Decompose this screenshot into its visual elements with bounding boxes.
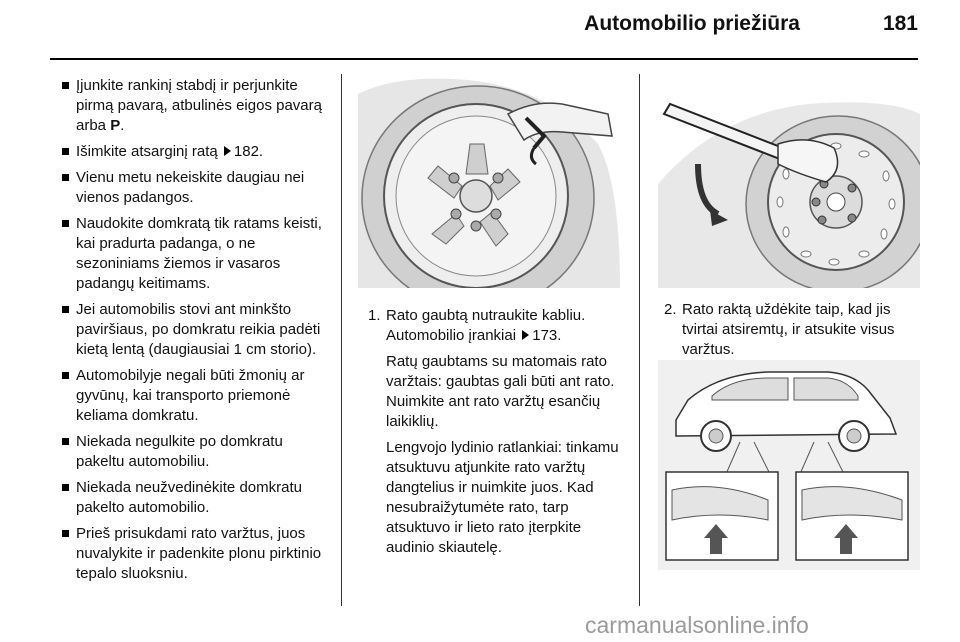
bullet-square-icon [62, 530, 69, 537]
bullet-item: Naudokite domkratą tik ratams keisti, kai pradurta padanga, o ne sezoniniams žiemos ir vasaros padangų keitimams. [62, 214, 332, 294]
bullet-item: Niekada neužvedinėkite domkratu pakelto automobilio. [62, 478, 332, 518]
bullet-item: Prieš prisukdami rato varžtus, juos nuvalykite ir padenkite plonu pirktinio tepalo sluoksniu. [62, 524, 332, 584]
bullet-square-icon [62, 220, 69, 227]
bullet-item: Jei automobilis stovi ant minkšto paviršiaus, po domkratu reikia padėti kietą lentą (daugiausiai 1 cm storio). [62, 300, 332, 360]
bullet-square-icon [62, 306, 69, 313]
bullet-item: Išimkite atsarginį ratą 182. [62, 142, 332, 162]
car-jacking-points-drawing [658, 360, 920, 570]
step-2-text [664, 300, 920, 366]
bullet-item: Automobilyje negali būti žmonių ar gyvūnų, kai transporto priemonė keliama domkratu. [62, 366, 332, 426]
step-1-text [368, 306, 624, 564]
bullet-square-icon [62, 148, 69, 155]
bullet-square-icon [62, 484, 69, 491]
page-reference-link[interactable]: 173 [532, 327, 558, 344]
cross-reference-arrow-icon [522, 330, 529, 340]
step-1-paragraph: Lengvojo lydinio ratlankiai: tinkamu atsuktuvu atjunkite rato varžtų dangtelius ir nuimkite juos. Kad nesubraižytumėte rato, tarp atsuktuvo ir lieto rato įterpkite audinio skiautelę. [386, 439, 619, 556]
bullet-square-icon [62, 372, 69, 379]
column-divider-1 [341, 74, 342, 606]
cross-reference-arrow-icon [224, 146, 231, 156]
page-number: 181 [882, 12, 918, 35]
header-rule [50, 58, 918, 60]
wheel-bolt-loosening-illustration [658, 74, 920, 288]
bullet-item: Niekada negulkite po domkratu pakeltu automobiliu. [62, 432, 332, 472]
jacking-points-illustration [658, 360, 920, 570]
wheel-wrench-drawing [658, 74, 920, 288]
bullet-square-icon [62, 438, 69, 445]
numbered-step: 1. Rato gaubtą nutraukite kabliu. Automobilio įrankiai 173. [368, 307, 586, 344]
column-divider-2 [639, 74, 640, 606]
bullet-square-icon [62, 174, 69, 181]
wheel-cover-drawing [358, 74, 620, 288]
bullet-item: Vienu metu nekeiskite daugiau nei vienos padangos. [62, 168, 332, 208]
page-reference-link[interactable]: 182 [233, 143, 259, 160]
safety-bullet-list [62, 76, 332, 590]
wheel-cover-removal-illustration [358, 74, 620, 288]
page-header-title: Automobilio priežiūra [584, 12, 800, 35]
bullet-item: Įjunkite rankinį stabdį ir perjunkite pirmą pavarą, atbulinės eigos pavarą arba P. [62, 76, 332, 136]
numbered-step: 2. Rato raktą uždėkite taip, kad jis tvirtai atsiremtų, ir atsukite visus varžtus. [664, 301, 895, 358]
watermark-text: carmanualsonline.info [585, 612, 809, 638]
step-1-paragraph: Ratų gaubtams su matomais rato varžtais: gaubtas gali būti ant rato. Nuimkite ant rato varžtų esančių laikiklių. [386, 353, 615, 430]
bullet-square-icon [62, 82, 69, 89]
